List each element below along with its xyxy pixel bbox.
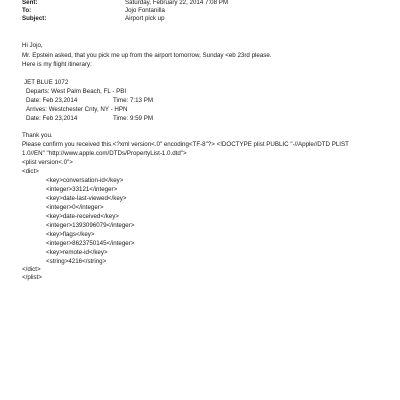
subject-label: Subject: [22,15,47,22]
confirm-line-2: 1.0//EN" "http://www.apple.com/DTDs/PropertyList-1.0.dtd"> [22,150,187,157]
dict-open: <dict> [22,168,39,175]
to-value: Jojo Fontanilla [125,7,165,14]
itinerary-intro: Here is my flight itinerary: [22,61,92,68]
confirm-line-1: Please confirm you received this.<?xml version<.0" encoding<TF-8"?> <!DOCTYPE plist PUBLIC "-//Apple//DTD PLIST [22,141,349,148]
plist-line: <key>conversation-id</key> [46,177,124,184]
arrive-date: Date: Feb 23,2014 [26,115,78,122]
greeting: Hi Jojo, [22,42,43,49]
plist-line: <key>remote-id</key> [46,249,108,256]
plist-close: </plist> [22,274,42,281]
plist-line: <key>date-received</key> [46,213,119,220]
plist-line: <integer>8623750145</integer> [46,240,135,247]
plist-line: <key>date-last-viewed</key> [46,195,127,202]
sent-value: Saturday, February 22, 2014 7:08 PM [125,0,229,6]
arrives-line: Arrives: Westchester Cnty, NY - HPN [26,106,128,113]
arrive-time: Time: 9:59 PM [113,115,154,122]
plist-line: <string>4216</string> [46,258,107,265]
flight-number: JET BLUE 1072 [24,79,69,86]
plist-line: <integer>33121</integer> [46,186,118,193]
depart-date: Date: Feb 23,2014 [26,97,78,104]
depart-time: Time: 7:13 PM [113,97,154,104]
request-line: Mr. Epstein asked, that you pick me up from the airport tomorrow, Sunday <eb 23rd please. [22,52,272,59]
dict-close: </dict> [22,266,41,273]
plist-line: <integer>0</integer> [46,204,104,211]
plist-line: <key>flags</key> [46,231,95,238]
thank-you: Thank you. [22,132,53,139]
sent-label: Sent: [22,0,38,6]
subject-value: Airport pick up [125,15,165,22]
plist-open: <plist version<.0"> [22,159,73,166]
plist-line: <integer>1393096079</integer> [46,222,135,229]
departs-line: Departs: West Palm Beach, FL - PBI [26,88,127,95]
to-label: To: [22,7,32,14]
